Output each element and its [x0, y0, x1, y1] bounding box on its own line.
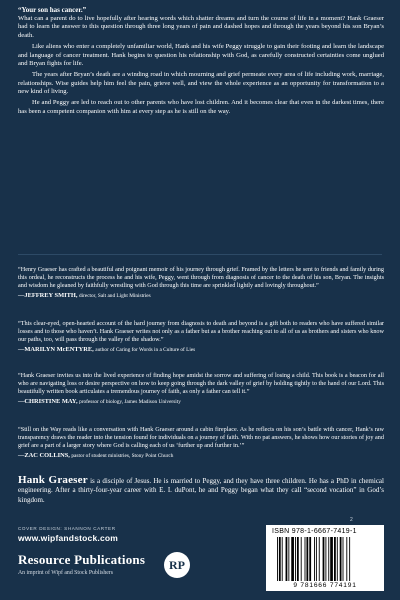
- blurb-paragraph-2: Like aliens who enter a completely unfamiliar world, Hank and his wife Peggy struggle to gain their footing and learn the landscape and language of cancer treatment. Hank begins to question his relationship with God, as carefully constructed certainties come unglued and Bryan fights for life.: [18, 42, 384, 68]
- blurb-paragraph-3: The years after Bryan’s death are a winding road in which mourning and grief permeate every area of life including work, marriage, relationships. Wise guides help him feel the pain, grieve well, and view the whole experience as an opportunity for transformation to a new kind of living.: [18, 70, 384, 96]
- endorser-name: —CHRISTINE MAY,: [18, 397, 78, 405]
- endorsement-4: [18, 426, 384, 461]
- blurb-hook: “Your son has cancer.”: [18, 6, 87, 14]
- endorsement-quote: “Henry Graeser has crafted a beautiful and poignant memoir of his journey through grief. Framed by the letters he sent to friends and family during this ordeal, he reconstructs the process he and his wife, Peggy, went through from diagnosis of cancer to the death of his son, Bryan. The insights and wisdom he gleaned by faithfully wrestling with God through this time are sprinkled lightly and lovingly throughout.”: [18, 266, 384, 289]
- endorsement-quote: “Hank Graeser invites us into the lived experience of finding hope amidst the sorrow and suffering of losing a child. This book is a beacon for all who are navigating loss or desire perspective on how to keep going through the dark valley of grief by holding tightly to the hand of our Lord. This beautifully written book articulates a tremendous journey of faith, as only a father can tell it.”: [18, 372, 384, 395]
- isbn-label: ISBN 978-1-6667-7419-1: [272, 528, 357, 535]
- endorsement-1: [18, 266, 384, 301]
- credits: [18, 526, 248, 543]
- author-name: Hank Graeser: [18, 474, 88, 486]
- blurb-intro: What can a parent do to live hopefully after hearing words which shatter dreams and turn the course of life in a moment? Hank Graeser had to learn the answer to this question through three long years of pain and dashed hopes and through the years beyond his son Bryan’s death.: [18, 14, 384, 40]
- description-blurb: [18, 6, 384, 116]
- publisher-logo-icon: RP: [164, 552, 190, 578]
- endorsement-3: [18, 372, 384, 407]
- endorsement-quote: “Still on the Way reads like a conversation with Hank Graeser around a cabin fireplace. As he reflects on his son’s battle with cancer, Hank’s raw transparency draws the reader into the tension found for individuals on a journey of faith. With no pat answers, he shows how our stories of joy and grief are a part of a larger story where God is calling each of us ‘further up and further in.’”: [18, 426, 384, 449]
- barcode-digits: 9 781666 774191: [293, 582, 357, 589]
- publisher-website: www.wipfandstock.com: [18, 533, 119, 543]
- publisher-block: [18, 552, 248, 582]
- publisher-imprint: An imprint of Wipf and Stock Publishers: [18, 570, 113, 576]
- cover-design-credit: COVER DESIGN: SHANNON CARTER: [18, 526, 116, 531]
- endorsement-quote: “This clear-eyed, open-hearted account of the hard journey from diagnosis to death and beyond is a gift both to readers who have suffered similar losses and to those who haven’t. Hank Graeser writes not only as a father but as a brother reaching out to all of us as brothers and sisters who know our paths, too, will pass through the valley of the shadow.”: [18, 320, 384, 343]
- price-code: 2: [350, 517, 353, 523]
- endorser-credential: author of Caring for Words in a Culture of Lies: [95, 346, 196, 353]
- barcode-box: [266, 525, 384, 591]
- author-bio: [18, 476, 384, 505]
- endorser-credential: director, Salt and Light Ministries: [78, 292, 151, 299]
- blurb-paragraph-4: He and Peggy are led to reach out to other parents who have lost children. And it becomes clear that even in the darkest times, there has been a competent companion with him at every step as he is still on the way.: [18, 99, 384, 115]
- endorser-name: —ZAC COLLINS,: [18, 451, 70, 459]
- endorser-name: —MARILYN McENTYRE,: [18, 345, 94, 353]
- author-bio-text: is a disciple of Jesus. He is married to Peggy, and they have three children. He has a PhD in chemical engineering. After a thirty-four-year career with E. I. duPont, he and Peggy began what they call “second vocation” in God’s kingdom.: [18, 477, 384, 504]
- endorser-name: —JEFFREY SMITH,: [18, 291, 78, 299]
- publisher-name: Resource Publications: [18, 552, 146, 567]
- section-divider: [18, 254, 382, 255]
- endorsement-2: [18, 320, 384, 355]
- barcode-icon: [276, 537, 376, 581]
- endorser-credential: pastor of student ministries, Stony Point Church: [71, 452, 174, 459]
- endorser-credential: professor of biology, James Madison University: [79, 398, 181, 405]
